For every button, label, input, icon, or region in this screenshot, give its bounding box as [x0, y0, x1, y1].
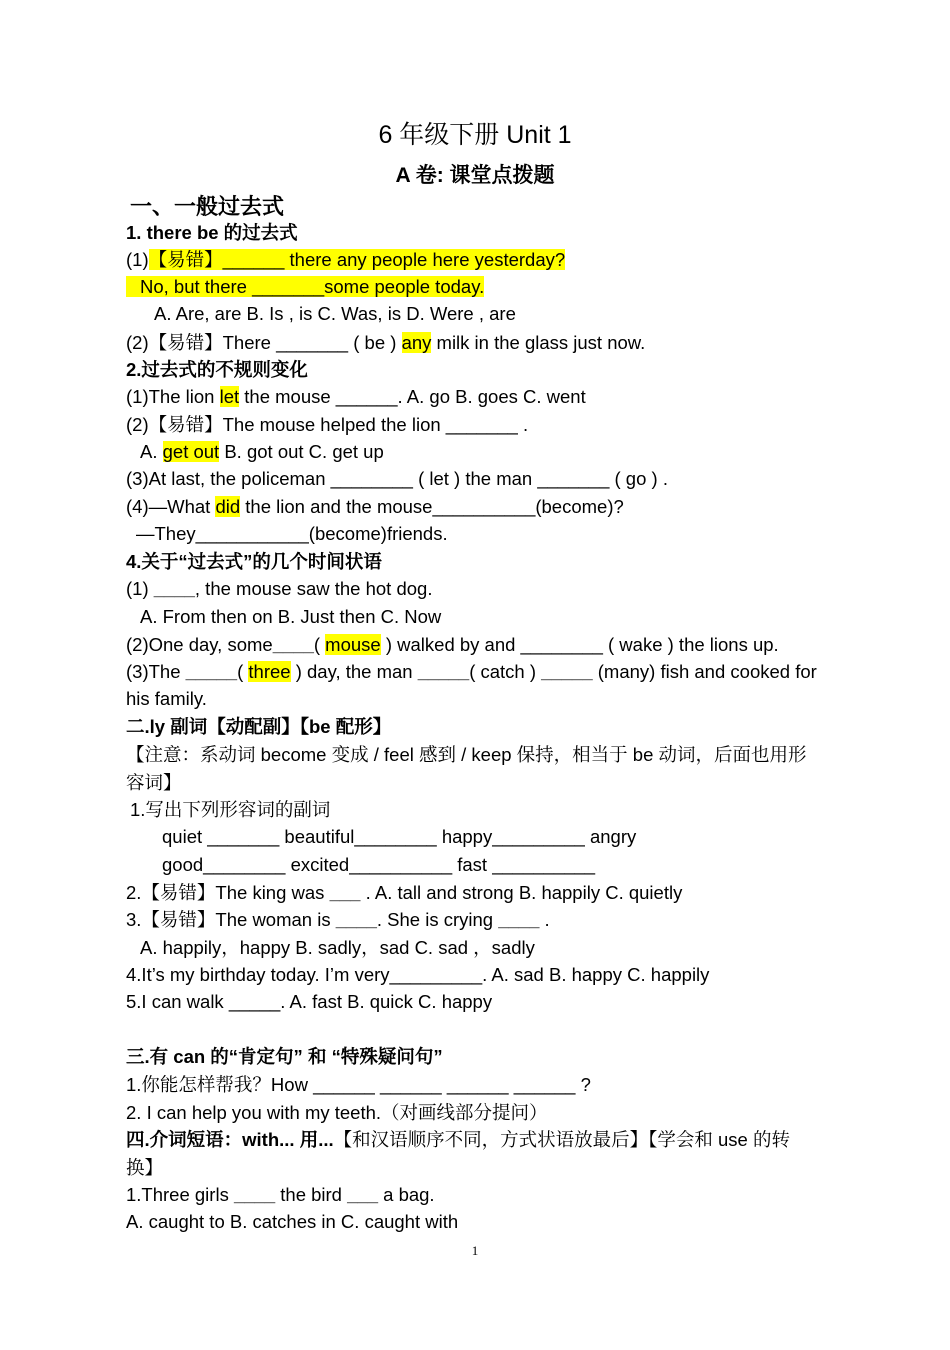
- section-2-question-3-options: A. happily，happy B. sadly，sad C. sad ，sadly: [140, 937, 535, 958]
- section-4-question-1: [126, 1181, 855, 1208]
- answer-blank: ___: [329, 882, 361, 903]
- question-text: ) day, the man: [290, 661, 418, 682]
- section-3-question-1: 1.你能怎样帮我？How ______ ______ ______ ______ ?: [126, 1074, 591, 1095]
- question-text: 1.Three girls: [126, 1184, 234, 1205]
- highlight-word: get out: [162, 441, 220, 462]
- section-1-sub-2: 2.过去式的不规则变化: [126, 359, 308, 380]
- section-2-note: 【注意：系动词 become 变成 / feel 感到 / keep 保持，相当于 be 动词，后面也用形: [126, 744, 807, 765]
- answer-blank: _____: [541, 661, 593, 682]
- section-2-question-3: [126, 906, 855, 933]
- question-text: .: [539, 909, 550, 930]
- question-4-3: [126, 658, 855, 685]
- question-text: (: [313, 634, 326, 655]
- section-2-heading: 二.ly 副词【动配副】【be 配形】: [126, 716, 392, 737]
- answer-blank: ____: [335, 909, 377, 930]
- section-4-question-1-options: A. caught to B. catches in C. caught with: [126, 1211, 459, 1232]
- section-4-heading-note: 【和汉语顺序不同，方式状语放最后】【学会和 use 的转: [333, 1129, 790, 1150]
- question-text: (1)The lion: [126, 386, 220, 407]
- highlight-word: mouse: [325, 634, 381, 655]
- section-2-question-5: 5.I can walk _____. A. fast B. quick C. happy: [126, 991, 493, 1012]
- question-text: No, but there _______some people today.: [126, 276, 484, 297]
- section-2-question-1: 1.写出下列形容词的副词: [130, 799, 331, 820]
- question-2-2-options: [126, 438, 855, 465]
- section-2-question-4: 4.It’s my birthday today. I’m very_________. A. sad B. happy C. happily: [126, 964, 710, 985]
- question-text: (2)One day, some: [126, 634, 273, 655]
- highlight-word: three: [248, 661, 291, 682]
- answer-blank: ____: [272, 634, 314, 655]
- question-text: . She is crying: [376, 909, 499, 930]
- question-4-1: [126, 575, 855, 602]
- question-2-4-line2: —They___________(become)friends.: [136, 523, 448, 544]
- question-text: (1): [126, 578, 154, 599]
- question-4-3-line2: his family.: [126, 688, 207, 709]
- question-4-2: [126, 631, 855, 658]
- section-4-heading-line2: 换】: [126, 1157, 164, 1178]
- section-2-question-2: [126, 879, 855, 906]
- question-text: ( catch ): [469, 661, 542, 682]
- question-1-2: [126, 329, 855, 356]
- adverb-row-1: quiet _______ beautiful________ happy_________ angry: [162, 826, 637, 847]
- question-text: 3.【易错】The woman is: [126, 909, 336, 930]
- page-subtitle: A 卷: 课堂点拨题: [395, 164, 555, 187]
- question-number: (1): [126, 249, 149, 270]
- answer-blank: ____: [233, 1184, 276, 1205]
- highlight-word: any: [401, 332, 432, 353]
- question-text: the bird: [275, 1184, 348, 1205]
- question-text: milk in the glass just now.: [431, 332, 646, 353]
- question-text: , the mouse saw the hot dog.: [194, 578, 433, 599]
- answer-blank: ____: [498, 909, 540, 930]
- question-1-1-line2: [126, 273, 855, 300]
- section-3-question-2: 2. I can help you with my teeth.（对画线部分提问）: [126, 1102, 548, 1123]
- question-text: the mouse ______. A. go B. goes C. went: [239, 386, 586, 407]
- question-text: a bag.: [378, 1184, 435, 1205]
- question-text: . A. tall and strong B. happily C. quietly: [360, 882, 683, 903]
- highlight-word: let: [219, 386, 240, 407]
- answer-blank: ____: [153, 578, 195, 599]
- option-text: B. got out C. get up: [219, 441, 384, 462]
- answer-blank: _____: [417, 661, 470, 682]
- answer-blank: ___: [347, 1184, 378, 1205]
- section-4-heading: [126, 1126, 855, 1153]
- question-2-3: (3)At last, the policeman ________ ( let ) the man _______ ( go ) .: [126, 468, 668, 489]
- question-text: (many) fish and cooked for: [592, 661, 817, 682]
- question-1-1-options: A. Are, are B. Is , is C. Was, is D. Were , are: [154, 303, 516, 324]
- question-2-1: [126, 383, 855, 410]
- section-1-heading: 一、一般过去式: [130, 194, 285, 219]
- section-3-heading: 三.有 can 的“肯定句” 和 “特殊疑问句”: [126, 1046, 443, 1067]
- page-number: 1: [471, 1243, 479, 1258]
- question-text: (2)【易错】There _______ ( be ): [126, 332, 402, 353]
- section-1-sub-1: 1. there be 的过去式: [126, 222, 298, 243]
- option-label: A.: [140, 441, 163, 462]
- question-text: (: [237, 661, 249, 682]
- question-text: (3)The: [126, 661, 186, 682]
- highlight-word: did: [215, 496, 241, 517]
- question-4-1-options: A. From then on B. Just then C. Now: [140, 606, 442, 627]
- page-title: 6 年级下册 Unit 1: [378, 121, 572, 149]
- answer-blank: _____: [185, 661, 238, 682]
- adverb-row-2: good________ excited__________ fast __________: [162, 854, 596, 875]
- question-text: ______ there any people here yesterday?: [222, 249, 566, 270]
- section-4-heading-bold: 四.介词短语：with... 用...: [126, 1129, 334, 1150]
- question-text: ) walked by and ________ ( wake ) the lions up.: [380, 634, 779, 655]
- section-1-sub-4: 4.关于“过去式”的几个时间状语: [126, 551, 382, 572]
- question-2-4: [126, 493, 855, 520]
- tricky-tag: 【易错】: [148, 249, 223, 270]
- question-2-2: (2)【易错】The mouse helped the lion _______ .: [126, 414, 529, 435]
- question-text: 2.【易错】The king was: [126, 882, 330, 903]
- question-1-1: [126, 246, 855, 273]
- question-text: the lion and the mouse__________(become)?: [240, 496, 624, 517]
- question-text: (4)—What: [126, 496, 216, 517]
- section-2-note-line2: 容词】: [126, 772, 182, 793]
